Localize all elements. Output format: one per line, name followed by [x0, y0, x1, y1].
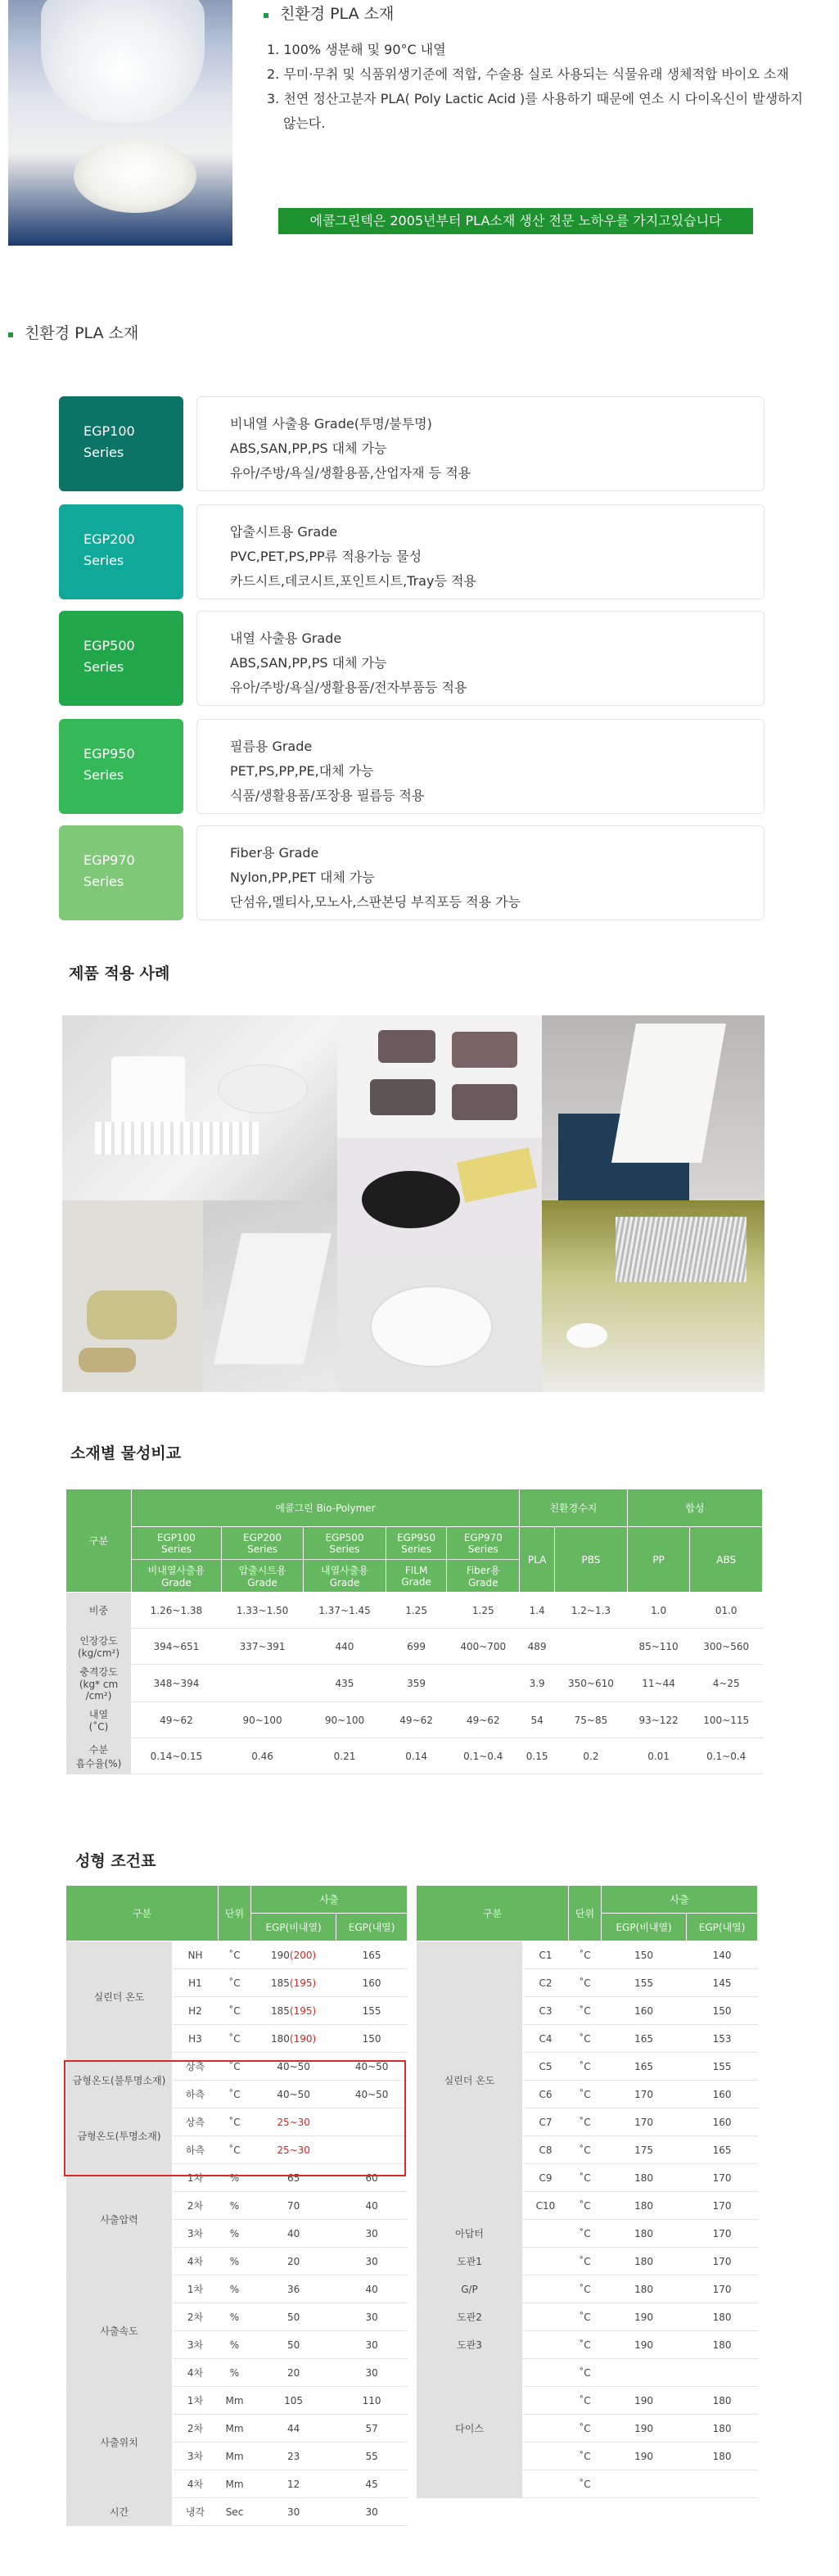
table-row: 4차 % 20 30: [66, 2248, 408, 2275]
table-row: 내열 (˚C) 49~62 90~100 90~100 49~62 49~62 54 75~85 93~122 100~115: [66, 1702, 763, 1738]
table-row: 금형온도(불투명소재) 상측 ˚C 40~50 40~50: [66, 2053, 408, 2081]
intro-banner: 에콜그린텍은 2005년부터 PLA소재 생산 전문 노하우를 가지고있습니다: [278, 208, 753, 234]
table-row: ˚C: [417, 2470, 758, 2498]
table-row: 도관2 ˚C 190 180: [417, 2303, 758, 2331]
table-row: ˚C 190 180: [417, 2387, 758, 2415]
table-row: H3 ˚C 180(190) 150: [66, 2025, 408, 2053]
sheet-roll-photo: [203, 1200, 337, 1392]
table-row: 다이스 ˚C: [417, 2359, 758, 2387]
table-row: 실린더 온도 NH ˚C 190(200) 165: [66, 1941, 408, 1969]
series-badge: EGP500 Series: [59, 611, 183, 706]
series-badge: EGP970 Series: [59, 825, 183, 920]
series-row: [59, 396, 765, 491]
table-row: 도관1 ˚C 180 170: [417, 2248, 758, 2275]
table-row: 4차 Mm 12 45: [66, 2470, 408, 2498]
table-row: C8 ˚C 175 165: [417, 2136, 758, 2164]
props-header-syn: 합성: [627, 1489, 762, 1527]
cond-table-right: 구분 단위 사출 EGP(비내열) EGP(내열) 실린더 온도 C1 ˚C 150 140 C2 ˚C 155 145 C3 ˚C 160 150 C4 ˚C 165 153 C5 ˚C 165 155 C6 ˚C 170 160 C7 ˚C 170 160 C8 ˚C 175 165 C9 ˚C 180 170 C10 ˚C 180 170 아답터 ˚C 180 170 도관1 ˚C 180 170 G/P ˚C 180 170 도관2 ˚C 190 180 도관3 ˚C 190 180 다이스 ˚C ˚C 190 180 ˚C 190 180 ˚C 190 180 ˚C: [416, 1885, 758, 2498]
table-row: 하측 ˚C 40~50 40~50: [66, 2081, 408, 2108]
table-row: 4차 % 20 30: [66, 2359, 408, 2387]
table-row: 수분 흡수율(%) 0.14~0.15 0.46 0.21 0.14 0.1~0.4 0.15 0.2 0.01 0.1~0.4: [66, 1738, 763, 1774]
table-row: 3차 Mm 23 55: [66, 2443, 408, 2470]
table-row: H1 ˚C 185(195) 160: [66, 1969, 408, 1997]
film-roll-photo: [542, 1015, 765, 1200]
series-row: [59, 504, 765, 599]
table-row: 사출위치 1차 Mm 105 110: [66, 2387, 408, 2415]
table-row: H2 ˚C 185(195) 155: [66, 1997, 408, 2025]
table-row: C9 ˚C 180 170: [417, 2164, 758, 2192]
table-row: 충격강도 (kg* cm /cm²) 348~394 435 359 3.9 350~610 11~44 4~25: [66, 1665, 763, 1702]
cond-table-left: 구분 단위 사출 EGP(비내열) EGP(내열) 실린더 온도 NH ˚C 190(200) 165 H1 ˚C 185(195) 160 H2 ˚C 185(195) 155 H3 ˚C 180(190) 150 금형온도(불투명소재) 상측 ˚C 40~50 40~50 하측 ˚C 40~50 40~50 금형온도(투명소재) 상측 ˚C 25~30 하측 ˚C 25~30 사출압력 1차 % 65 60 2차 % 70 40 3차 % 40 30 4차 % 20 30 사출속도 1차 % 36 40 2차 % 50 30 3차 % 50 30 4차 % 20 30 사출위치 1차 Mm 105 110 2차 Mm 44 57 3차 Mm 23 55 4차 Mm 12 45 시간 냉각 Sec 30 30: [65, 1885, 408, 2526]
bowl-photo: [337, 1261, 542, 1392]
cond-title: 성형 조건표: [75, 1852, 156, 1870]
table-row: C4 ˚C 165 153: [417, 2025, 758, 2053]
pla-pellets-photo: [8, 0, 232, 246]
intro-title: 친환경 PLA 소재: [264, 2, 394, 24]
fiber-straws-photo: [542, 1200, 765, 1392]
series-description: 압출시트용 Grade PVC,PET,PS,PP류 적용가능 물성 카드시트,데코시트,포인트시트,Tray등 적용: [196, 504, 765, 599]
table-row: 비중 1.26~1.38 1.33~1.50 1.37~1.45 1.25 1.25 1.4 1.2~1.3 1.0 01.0: [66, 1593, 763, 1629]
table-row: C6 ˚C 170 160: [417, 2081, 758, 2108]
series-description: 필름용 Grade PET,PS,PP,PE,대체 가능 식품/생활용품/포장용 필름등 적용: [196, 719, 765, 814]
series-badge: EGP100 Series: [59, 396, 183, 491]
props-header-nat: 친환경수지: [520, 1489, 628, 1527]
tableware-photo: [62, 1200, 203, 1392]
series-description: 내열 사출용 Grade ABS,SAN,PP,PS 대체 가능 유아/주방/욕실/생활용품/전자부품등 적용: [196, 611, 765, 706]
food-containers-photo: [337, 1015, 542, 1138]
table-row: 하측 ˚C 25~30: [66, 2136, 408, 2164]
series-row: [59, 719, 765, 814]
intro-item-3: 3. 천연 정산고분자 PLA( Poly Lactic Acid )를 사용하기 때문에 연소 시 다이옥신이 발생하지: [267, 91, 803, 106]
table-row: C10 ˚C 180 170: [417, 2192, 758, 2220]
intro-item-1: 1. 100% 생분해 및 90°C 내열: [267, 42, 446, 57]
table-row: C2 ˚C 155 145: [417, 1969, 758, 1997]
intro-item-3-cont: 않는다.: [283, 115, 326, 131]
table-row: 사출압력 1차 % 65 60: [66, 2164, 408, 2192]
table-row: ˚C 190 180: [417, 2415, 758, 2443]
props-header-eco: 에콜그린 Bio-Polymer: [132, 1489, 520, 1527]
table-row: 2차 Mm 44 57: [66, 2415, 408, 2443]
table-row: 3차 % 40 30: [66, 2220, 408, 2248]
intro-list: [267, 38, 832, 136]
props-header-group: 구분: [66, 1489, 132, 1593]
series-section-title: 친환경 PLA 소재: [8, 321, 138, 343]
intro-item-2: 2. 무미·무취 및 식품위생기준에 적합, 수술용 실로 사용되는 식물유래 생체적합 바이오 소재: [267, 66, 789, 82]
product-photo-grid: [62, 1015, 765, 1392]
table-row: 금형온도(투명소재) 상측 ˚C 25~30: [66, 2108, 408, 2136]
table-row: C7 ˚C 170 160: [417, 2108, 758, 2136]
table-row: 사출속도 1차 % 36 40: [66, 2275, 408, 2303]
series-row: [59, 825, 765, 920]
table-row: 실린더 온도 C1 ˚C 150 140: [417, 1941, 758, 1969]
table-row: C3 ˚C 160 150: [417, 1997, 758, 2025]
series-description: Fiber용 Grade Nylon,PP,PET 대체 가능 단섬유,멜티사,모노사,스판본딩 부직포등 적용 가능: [196, 825, 765, 920]
series-description: 비내열 사출용 Grade(투명/불투명) ABS,SAN,PP,PS 대체 가능 유아/주방/욕실/생활용품,산업자재 등 적용: [196, 396, 765, 491]
mold-temp-highlight: [64, 2060, 406, 2176]
props-title: 소재별 물성비교: [70, 1444, 182, 1462]
table-row: 인장강도 (kg/cm²) 394~651 337~391 440 699 400~700 489 85~110 300~560: [66, 1629, 763, 1665]
series-badge: EGP200 Series: [59, 504, 183, 599]
series-row: [59, 611, 765, 706]
table-row: 아답터 ˚C 180 170: [417, 2220, 758, 2248]
table-row: 2차 % 50 30: [66, 2303, 408, 2331]
cosmetic-case-photo: [337, 1138, 542, 1261]
properties-table: 구분 에콜그린 Bio-Polymer 친환경수지 합성 EGP100 Series EGP200 Series EGP500 Series EGP950 Series EGP970 Series PLA PBS PP ABS 비내열사출용 Grade 압출시트용 Grade 내열사출용 Grade FILM Grade Fiber용 Grade 비중 1.26~1.38 1.33~1.50 1.37~1.45 1.25 1.25 1.4 1.2~1.3 1.0 01.0 인장강도 (kg/cm²) 394~651 337~391 440 699 400~700 489 85~110 300~560 충격강도 (kg* cm /cm²) 348~394 435 359 3.9 350~610 11~44 4~25 내열 (˚C) 49~62 90~100 90~100 49~62 49~62 54 75~85 93~122 100~115 수분 흡수율(%) 0.14~0.15 0.46 0.21 0.14 0.1~0.4 0.15 0.2 0.01 0.1~0.4: [65, 1489, 763, 1774]
table-row: 시간 냉각 Sec 30 30: [66, 2498, 408, 2526]
table-row: 3차 % 50 30: [66, 2331, 408, 2359]
pla-bags-photo: [62, 1015, 337, 1200]
cases-title: 제품 적용 사례: [69, 965, 170, 983]
table-row: G/P ˚C 180 170: [417, 2275, 758, 2303]
table-row: C5 ˚C 165 155: [417, 2053, 758, 2081]
table-row: 도관3 ˚C 190 180: [417, 2331, 758, 2359]
table-row: 2차 % 70 40: [66, 2192, 408, 2220]
table-row: ˚C 190 180: [417, 2443, 758, 2470]
series-badge: EGP950 Series: [59, 719, 183, 814]
